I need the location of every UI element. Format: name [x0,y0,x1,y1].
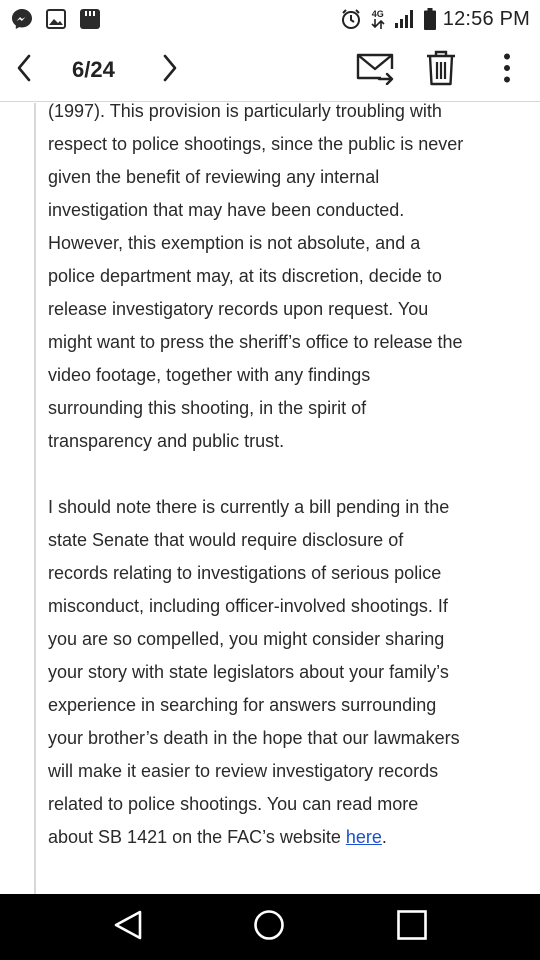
status-bar [0,0,540,38]
text-line: related to police shootings. You can read more [48,794,419,814]
text-line: release investigatory records upon request. You [48,299,429,319]
previous-message-button[interactable] [6,42,42,98]
chevron-left-icon [16,54,32,87]
chevron-right-icon [162,54,178,87]
text-line: you are so compelled, you might consider sharing [48,629,445,649]
text-line: might want to press the sheriff’s office to release the [48,332,463,352]
text-line: video footage, together with any findings [48,365,371,385]
text-line: transparency and public trust. [48,431,285,451]
signal-icon [393,7,417,31]
message-body[interactable] [0,103,540,894]
text-line: records relating to investigations of serious police [48,563,442,583]
message-text [48,103,528,854]
text-line: (1997). This provision is particularly troubling with [48,103,442,121]
text-line: police department may, at its discretion, decide to [48,266,442,286]
status-time: 12:56 PM [442,7,530,30]
home-circle-icon [253,909,285,946]
text-line: misconduct, including officer-involved shootings. If [48,596,448,616]
text-line: your brother’s death in the hope that our lawmakers [48,728,460,748]
text-line: your story with state legislators about your family’s [48,662,449,682]
text-line: However, this exemption is not absolute, and a [48,233,421,253]
forward-button[interactable] [352,46,398,94]
paragraph-1 [48,103,528,458]
status-left-icons [10,7,102,31]
trash-icon [426,50,456,91]
text-line: I should note there is currently a bill pending in the [48,497,450,517]
text-line: investigation that may have been conducted. [48,200,405,220]
paragraph-gap [48,458,528,491]
here-link[interactable]: here [345,827,382,847]
messenger-icon [10,7,34,31]
sd-card-icon [78,7,102,31]
text-line: state Senate that would require disclosure of [48,530,404,550]
battery-icon [423,7,437,31]
forward-mail-icon [355,51,395,90]
last-line-suffix: . [381,827,387,847]
status-right-icons [339,7,530,31]
recents-square-icon [396,909,428,946]
network-4g-icon [369,7,387,31]
text-line: will make it easier to review investigatory records [48,761,439,781]
recents-button[interactable] [372,894,452,960]
more-options-button[interactable] [488,46,526,94]
text-line: respect to police shootings, since the public is never [48,134,464,154]
last-line-prefix: about SB 1421 on the FAC’s website [48,827,346,847]
message-counter: 6/24 [72,57,115,82]
gallery-icon [44,7,68,31]
text-line: surrounding this shooting, in the spirit of [48,398,367,418]
home-button[interactable] [229,894,309,960]
navigation-bar [0,894,540,960]
alarm-icon [339,7,363,31]
more-vert-icon [503,53,511,88]
paragraph-2 [48,491,528,854]
network-label: 4G [371,9,384,19]
back-triangle-icon [113,909,143,946]
last-text-line [48,821,528,854]
message-toolbar [0,38,540,102]
next-message-button[interactable] [152,42,188,98]
text-line: given the benefit of reviewing any internal [48,167,380,187]
text-line: experience in searching for answers surrounding [48,695,437,715]
quote-bar [34,103,36,894]
delete-button[interactable] [418,46,464,94]
back-button[interactable] [88,894,168,960]
